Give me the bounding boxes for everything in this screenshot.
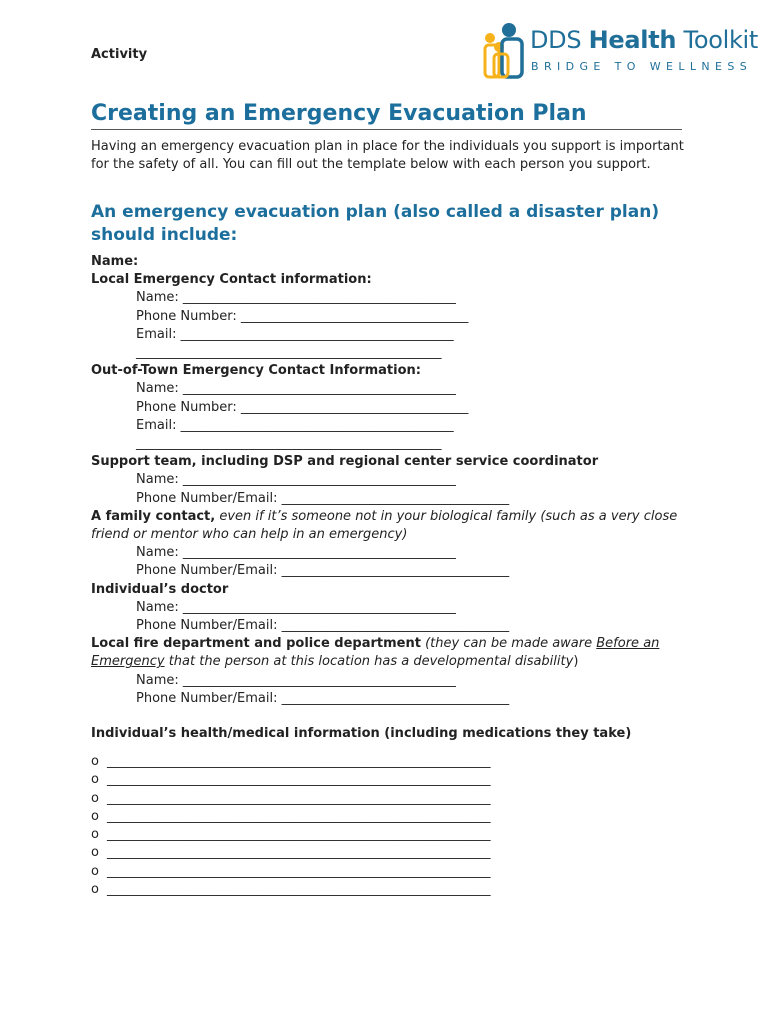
out-of-town-email-field[interactable]: Email: __________________________________________	[136, 417, 454, 433]
fire-police-label: Local fire department and police department	[91, 636, 421, 652]
bullet-marker: o	[91, 881, 99, 897]
family-contact-heading	[91, 508, 701, 544]
intro-paragraph: Having an emergency evacuation plan in place for the individuals you support is important for the safety of all. You can fill out the template below with each person you support.	[91, 139, 684, 172]
list-item-line: ___________________________________________________________	[107, 808, 491, 824]
dds-health-toolkit-logo	[482, 22, 759, 82]
doctor-name-field[interactable]: Name: __________________________________________	[136, 599, 456, 615]
local-contact-phone-field[interactable]: Phone Number: ___________________________________	[136, 308, 469, 324]
out-of-town-name-field[interactable]: Name: __________________________________________	[136, 381, 456, 397]
bullet-marker: o	[91, 754, 99, 770]
list-item-line: ___________________________________________________________	[107, 827, 491, 843]
activity-label: Activity	[91, 47, 148, 62]
fire-police-note-close: )	[573, 654, 579, 670]
people-logo-icon	[482, 22, 528, 82]
list-item-line: ___________________________________________________________	[107, 754, 491, 770]
bullet-marker: o	[91, 790, 99, 806]
local-contact-name-field[interactable]: Name: __________________________________________	[136, 290, 456, 306]
bullet-marker: o	[91, 808, 99, 824]
list-item-line: ___________________________________________________________	[107, 772, 491, 788]
list-item[interactable]	[91, 881, 701, 899]
out-of-town-extra-field[interactable]: _______________________________________________	[136, 436, 442, 452]
bullet-marker: o	[91, 827, 99, 843]
page-title: Creating an Emergency Evacuation Plan	[91, 101, 587, 126]
section-subheading: An emergency evacuation plan (also called a disaster plan) should include:	[91, 202, 660, 245]
list-item[interactable]	[91, 790, 701, 808]
health-info-heading: Individual’s health/medical information (including medications they take)	[91, 726, 632, 742]
family-contact-phone-email-field[interactable]: Phone Number/Email: ___________________________________	[136, 563, 510, 579]
before-an-emergency-link[interactable]: Before an Emergency	[91, 636, 660, 670]
fire-police-name-field[interactable]: Name: __________________________________________	[136, 672, 456, 688]
bullet-marker: o	[91, 845, 99, 861]
list-item[interactable]	[91, 771, 701, 789]
list-item-line: ___________________________________________________________	[107, 845, 491, 861]
logo-toolkit: Toolkit	[683, 26, 759, 54]
logo-dds: DDS	[530, 26, 582, 54]
doctor-phone-email-field[interactable]: Phone Number/Email: ___________________________________	[136, 618, 510, 634]
spacer	[91, 708, 701, 725]
support-team-name-field[interactable]: Name: __________________________________________	[136, 472, 456, 488]
fire-police-note-start: (they can be made aware	[420, 636, 597, 652]
list-item[interactable]	[91, 753, 701, 771]
fire-police-heading	[91, 635, 701, 671]
out-of-town-phone-field[interactable]: Phone Number: ___________________________________	[136, 399, 469, 415]
family-contact-label: A family contact,	[91, 508, 216, 524]
out-of-town-contact-heading: Out-of-Town Emergency Contact Information:	[91, 363, 421, 379]
list-item-line: ___________________________________________________________	[107, 881, 491, 897]
list-item-line: ___________________________________________________________	[107, 863, 491, 879]
support-team-heading: Support team, including DSP and regional center service coordinator	[91, 454, 599, 470]
health-info-list	[91, 753, 701, 899]
fire-police-note-end: that the person at this location has a developmental disability	[164, 654, 574, 670]
bullet-marker: o	[91, 772, 99, 788]
name-field-label: Name:	[91, 254, 139, 269]
support-team-phone-email-field[interactable]: Phone Number/Email: ___________________________________	[136, 490, 510, 506]
local-contact-extra-field[interactable]: _______________________________________________	[136, 345, 442, 361]
family-contact-note: even if it’s someone not in your biological family (such as a very close friend or mentor who can help in an emergency)	[91, 508, 678, 543]
list-item[interactable]	[91, 844, 701, 862]
logo-tagline: BRIDGE TO WELLNESS	[531, 60, 753, 73]
bullet-marker: o	[91, 863, 99, 879]
list-item-line: ___________________________________________________________	[107, 790, 491, 806]
fire-police-phone-email-field[interactable]: Phone Number/Email: ___________________________________	[136, 690, 510, 706]
family-contact-name-field[interactable]: Name: __________________________________________	[136, 545, 456, 561]
logo-wordmark	[530, 26, 758, 54]
logo-health: Health	[588, 26, 677, 54]
list-item[interactable]	[91, 826, 701, 844]
local-contact-heading: Local Emergency Contact information:	[91, 272, 372, 288]
list-item[interactable]	[91, 863, 701, 881]
doctor-heading: Individual’s doctor	[91, 581, 229, 597]
title-divider	[91, 129, 682, 130]
evacuation-plan-form	[91, 253, 701, 899]
local-contact-email-field[interactable]: Email: __________________________________________	[136, 326, 454, 342]
list-item[interactable]	[91, 808, 701, 826]
